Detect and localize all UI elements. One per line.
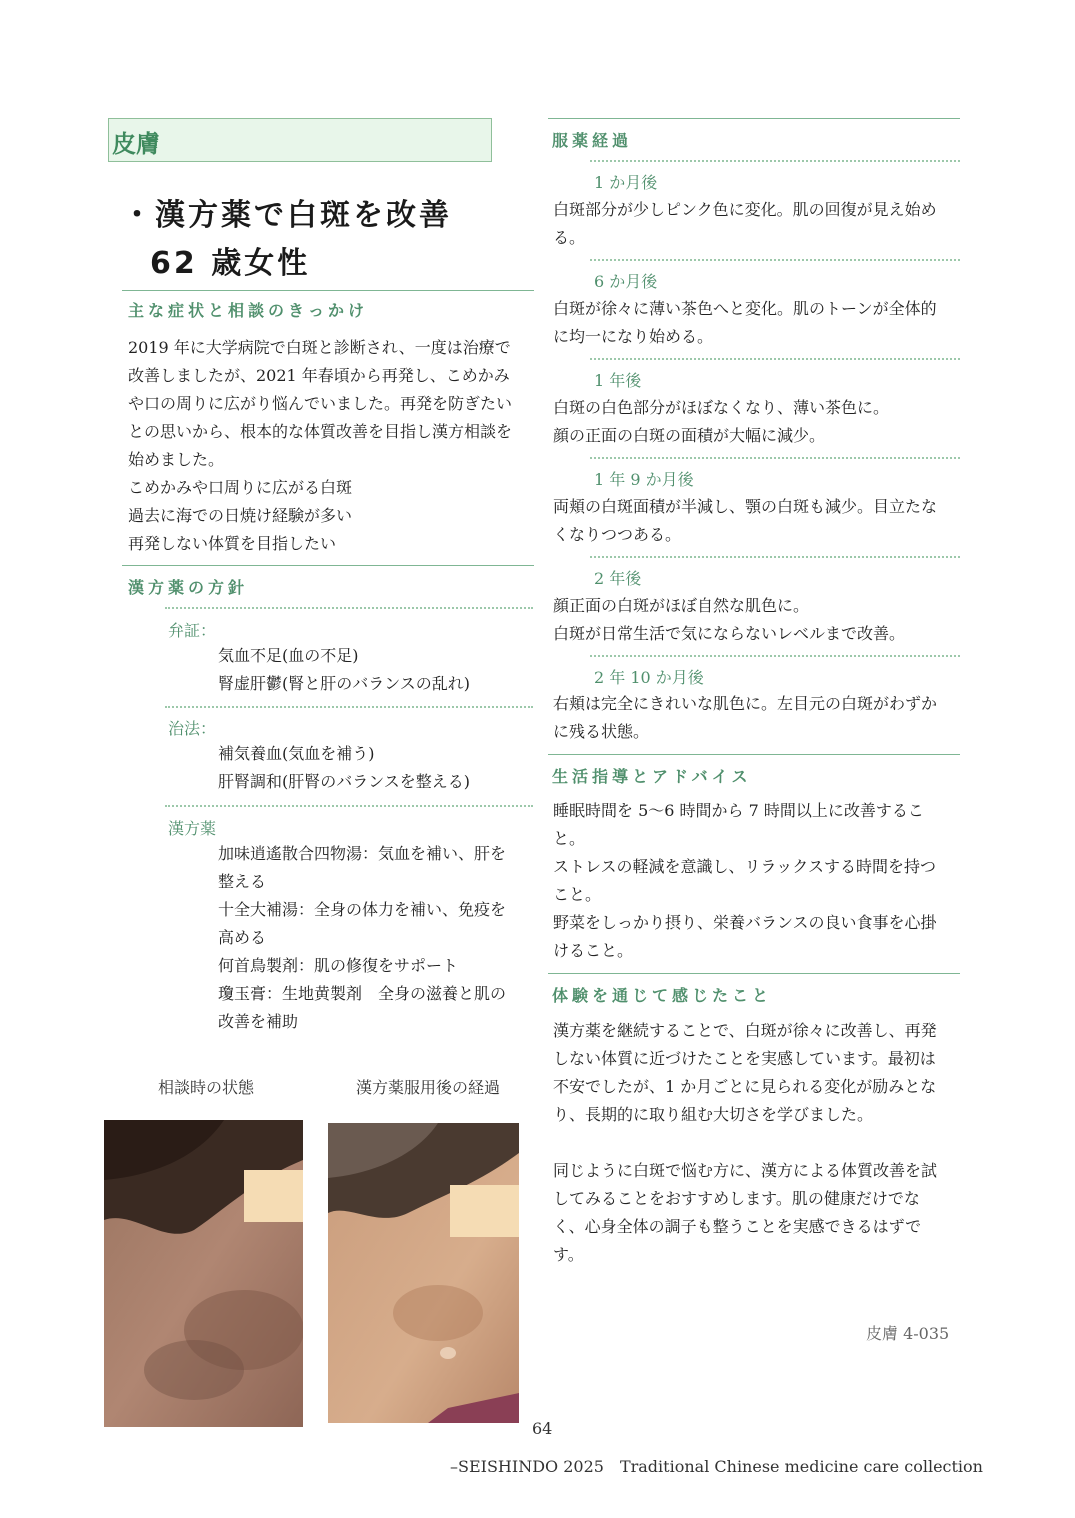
text-line: 白斑が日常生活で気にならないレベルまで改善。 xyxy=(553,624,906,643)
text-line: くなりつつある。 xyxy=(553,525,682,544)
text-line: しない体質に近づけたことを実感しています。最初は xyxy=(553,1049,936,1068)
list-item: 改善を補助 xyxy=(218,1012,299,1031)
divider xyxy=(548,118,960,119)
progress-text xyxy=(553,592,905,648)
divider xyxy=(590,457,960,459)
text-line: 白斑が徐々に薄い茶色へと変化。肌のトーンが全体的 xyxy=(553,299,937,318)
text-line: 両頬の白斑面積が半減し、顎の白斑も減少。目立たな xyxy=(553,497,938,516)
symptoms-text xyxy=(128,334,538,558)
kanpo-list xyxy=(218,840,528,1036)
divider xyxy=(548,754,960,755)
text-line: 白斑の白色部分がほぼなくなり、薄い茶色に。 xyxy=(553,398,890,417)
symptoms-heading: 主な症状と相談のきっかけ xyxy=(128,301,369,320)
text-line: こめかみや口周りに広がる白斑 xyxy=(128,478,353,497)
text-line: る。 xyxy=(553,228,586,247)
progress-text xyxy=(553,394,889,450)
experience-text xyxy=(553,1017,937,1269)
progress-text xyxy=(553,295,937,351)
text-line: に均一になり始める。 xyxy=(553,327,714,346)
bensho-label: 弁証： xyxy=(168,621,217,640)
list-item: 整える xyxy=(218,872,267,891)
text-line: 野菜をしっかり摂り、栄養バランスの良い食事を心掛 xyxy=(553,913,937,932)
divider xyxy=(590,556,960,558)
text-line: 顔の正面の白斑の面積が大幅に減少。 xyxy=(553,426,826,445)
text-line: 同じように白斑で悩む方に、漢方による体質改善を試 xyxy=(553,1161,938,1180)
list-item: 加味逍遙散合四物湯：気血を補い、肝を xyxy=(218,844,507,863)
list-item: 肝腎調和(肝腎のバランスを整える) xyxy=(218,772,471,791)
case-id: 皮膚 4-035 xyxy=(866,1324,950,1343)
text-line: けること。 xyxy=(553,941,634,960)
text-line: こと。 xyxy=(553,885,602,904)
list-item: 瓊玉膏：生地黄製剤 全身の滋養と肌の xyxy=(218,984,507,1003)
progress-text xyxy=(553,690,937,746)
list-item: 十全大補湯：全身の体力を補い、免疫を xyxy=(218,900,507,919)
chiho-label: 治法： xyxy=(168,719,217,738)
text-line: す。 xyxy=(553,1245,584,1264)
text-line: 睡眠時間を 5〜6 時間から 7 時間以上に改善するこ xyxy=(553,801,924,820)
list-item: 補気養血(気血を補う) xyxy=(218,744,375,763)
divider xyxy=(165,607,533,609)
divider xyxy=(165,706,533,708)
after-caption: 漢方薬服用後の経過 xyxy=(356,1078,501,1097)
text-line: く、心身全体の調子も整うことを実感できるはずで xyxy=(553,1217,922,1236)
chiho-list xyxy=(218,740,470,796)
divider xyxy=(590,160,960,162)
divider xyxy=(165,805,533,807)
page-title: ・漢方薬で白斑を改善 xyxy=(122,198,452,233)
progress-text xyxy=(553,196,937,252)
text-line: 白斑部分が少しピンク色に変化。肌の回復が見え始め xyxy=(553,200,937,219)
text-line: ストレスの軽減を意識し、リラックスする時間を持つ xyxy=(553,857,937,876)
page-number: 64 xyxy=(532,1419,553,1438)
text-line: 始めました。 xyxy=(128,450,225,469)
progress-label: 2 年後 xyxy=(594,569,642,588)
divider xyxy=(548,973,960,974)
bensho-list xyxy=(218,642,470,698)
text-line: 不安でしたが、1 か月ごとに見られる変化が励みとな xyxy=(553,1077,937,1096)
divider xyxy=(590,259,960,261)
text-line xyxy=(553,1129,937,1157)
page-subtitle: 62 歳女性 xyxy=(150,246,311,281)
divider xyxy=(122,565,534,566)
advice-text xyxy=(553,797,937,965)
list-item: 何首鳥製剤：肌の修復をサポート xyxy=(218,956,459,975)
text-line: 過去に海での日焼け経験が多い xyxy=(128,506,353,525)
list-item: 気血不足(血の不足) xyxy=(218,646,359,665)
progress-label: 1 か月後 xyxy=(594,173,658,192)
progress-label: 1 年後 xyxy=(594,371,642,390)
text-line: り、長期的に取り組む大切さを学びました。 xyxy=(553,1105,874,1124)
divider xyxy=(122,290,534,291)
list-item: 高める xyxy=(218,928,267,947)
advice-heading: 生活指導とアドバイス xyxy=(552,767,752,786)
text-line: 顔正面の白斑がほぼ自然な肌色に。 xyxy=(553,596,810,615)
text-line: や口の周りに広がり悩んでいました。再発を防ぎたい xyxy=(128,394,513,413)
footer-text: –SEISHINDO 2025 Traditional Chinese medicine care collection xyxy=(450,1457,983,1476)
progress-heading: 服薬経過 xyxy=(552,131,633,150)
before-photo xyxy=(104,1120,303,1427)
text-line: と。 xyxy=(553,829,586,848)
divider xyxy=(590,358,960,360)
experience-heading: 体験を通じて感じたこと xyxy=(552,986,773,1005)
progress-text xyxy=(553,493,937,549)
category-label: 皮膚 xyxy=(112,130,160,158)
text-line: 2019 年に大学病院で白斑と診断され、一度は治療で xyxy=(128,338,511,357)
progress-label: 2 年 10 か月後 xyxy=(594,668,704,687)
policy-heading: 漢方薬の方針 xyxy=(128,578,249,597)
text-line: 漢方薬を継続することで、白斑が徐々に改善し、再発 xyxy=(553,1021,937,1040)
text-line: してみることをおすすめします。肌の健康だけでな xyxy=(553,1189,920,1208)
text-line: 改善しましたが、2021 年春頃から再発し、こめかみ xyxy=(128,366,510,385)
list-item: 腎虚肝鬱(腎と肝のバランスの乱れ) xyxy=(218,674,471,693)
text-line: 右頬は完全にきれいな肌色に。左目元の白斑がわずか xyxy=(553,694,938,713)
text-line: に残る状態。 xyxy=(553,722,650,741)
text-line: との思いから、根本的な体質改善を目指し漢方相談を xyxy=(128,422,513,441)
text-line: 再発しない体質を目指したい xyxy=(128,534,337,553)
progress-label: 6 か月後 xyxy=(594,272,658,291)
before-caption: 相談時の状態 xyxy=(158,1078,255,1097)
category-box xyxy=(108,118,492,162)
divider xyxy=(590,655,960,657)
kanpo-label: 漢方薬 xyxy=(168,819,217,838)
after-photo xyxy=(328,1123,519,1423)
progress-label: 1 年 9 か月後 xyxy=(594,470,694,489)
